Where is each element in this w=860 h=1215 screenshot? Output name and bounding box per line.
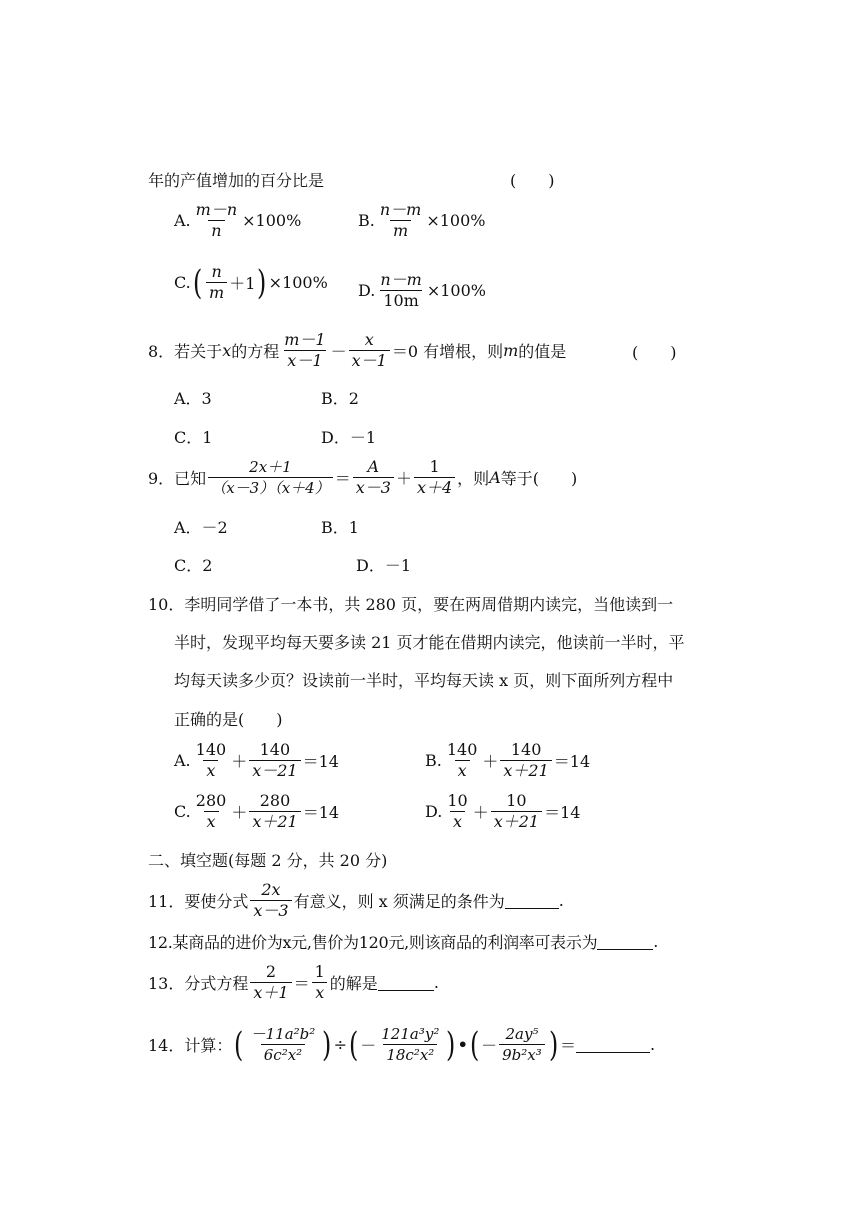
- rhs: ＝14: [302, 752, 339, 771]
- option-text: B．2: [321, 389, 359, 408]
- numerator: 1: [429, 457, 440, 476]
- option-label: A.: [174, 751, 191, 770]
- period: .: [433, 973, 439, 992]
- fraction: [312, 962, 328, 1003]
- plus-one: ＋1: [229, 274, 256, 293]
- numerator: 140: [446, 740, 478, 759]
- answer-blank[interactable]: [576, 1036, 650, 1053]
- minus-sign: －: [330, 342, 347, 361]
- option-label: C.: [174, 273, 191, 292]
- q7-stem-text: 年的产值增加的百分比是: [148, 171, 325, 190]
- denominator: x: [312, 982, 327, 1003]
- numerator: x: [364, 330, 374, 349]
- numerator: 10: [506, 791, 527, 810]
- denominator: x－1: [284, 350, 325, 371]
- numerator: 280: [195, 791, 227, 810]
- fraction: [281, 330, 328, 371]
- denominator: m: [390, 220, 411, 241]
- var-x: x: [222, 341, 232, 360]
- q8-option-c[interactable]: [174, 425, 212, 448]
- option-label: D.: [358, 281, 376, 300]
- denominator: x＋1: [250, 982, 291, 1003]
- q9-option-a[interactable]: [174, 515, 228, 538]
- answer-blank[interactable]: [505, 892, 559, 909]
- numerator: n－m: [379, 200, 422, 219]
- option-text: B．1: [321, 518, 359, 537]
- q8-paren-text: ( ): [632, 343, 677, 362]
- period: .: [558, 891, 564, 910]
- period: .: [650, 1035, 656, 1054]
- denominator: 10m: [380, 290, 422, 311]
- denominator: x: [450, 811, 465, 832]
- option-text: A．3: [174, 389, 212, 408]
- denominator: m: [206, 282, 227, 303]
- fraction: [248, 1024, 319, 1065]
- plus-sign: ＋: [395, 469, 412, 488]
- q10-text: 10．李明同学借了一本书，共 280 页，要在两周借期内读完，当他读到一: [148, 595, 674, 614]
- denominator: n: [208, 220, 224, 241]
- var-a: A: [489, 468, 501, 487]
- q9-option-b[interactable]: [321, 515, 359, 538]
- q9-text2: ，则: [457, 469, 490, 488]
- q10-text: 均每天读多少页？设读前一半时，平均每天读 x 页，则下面所列方程中: [174, 671, 674, 690]
- q10-option-c[interactable]: [174, 791, 339, 832]
- q11-text1: 11．要使分式: [148, 892, 249, 911]
- q9-option-c[interactable]: [174, 553, 212, 576]
- q10-line3: [174, 668, 673, 691]
- rhs: ＝14: [544, 803, 581, 822]
- fraction: [353, 457, 394, 498]
- q9-text3: 等于( ): [500, 469, 578, 488]
- rhs: ＝14: [553, 752, 591, 771]
- q8-paren: [632, 340, 677, 363]
- denominator: 18c²x²: [383, 1044, 437, 1065]
- option-text: C．2: [174, 556, 213, 575]
- numerator: 2: [265, 962, 277, 981]
- q8-text1: 8．若关于: [148, 342, 223, 361]
- left-paren: (: [192, 262, 203, 303]
- fraction: [500, 740, 551, 781]
- q8-text4: 的值是: [518, 342, 567, 361]
- equals-sign: ＝: [560, 1036, 577, 1055]
- numerator: 121a³y²: [381, 1025, 440, 1043]
- q10-line4: [174, 707, 283, 730]
- plus-sign: ＋: [482, 752, 499, 771]
- fraction: [414, 457, 455, 498]
- fraction: [249, 791, 300, 832]
- right-paren: ): [446, 1024, 456, 1065]
- fraction: [377, 200, 424, 241]
- fraction: [250, 880, 291, 921]
- option-tail: ×100%: [242, 211, 302, 230]
- numerator: 10: [447, 791, 468, 810]
- q8-option-a[interactable]: [174, 386, 212, 409]
- denominator: x－1: [349, 350, 390, 371]
- option-label: B.: [425, 751, 442, 770]
- q8-option-b[interactable]: [321, 386, 359, 409]
- numerator: －11a²b²: [250, 1025, 316, 1043]
- fraction: [491, 791, 542, 832]
- option-text: D．－1: [321, 428, 377, 447]
- rhs: ＝14: [302, 803, 340, 822]
- q7-option-d[interactable]: [358, 270, 486, 311]
- numerator: 140: [195, 740, 227, 759]
- denominator: （x－3）（x＋4）: [208, 477, 333, 498]
- denominator: x－21: [249, 760, 300, 781]
- option-label: A.: [174, 211, 191, 230]
- numerator: 140: [510, 740, 542, 759]
- fraction: [444, 791, 470, 832]
- period: .: [653, 932, 659, 951]
- q9-text1: 9．已知: [148, 469, 207, 488]
- equals-sign: ＝: [293, 974, 310, 993]
- numerator: A: [367, 457, 380, 476]
- fraction: [208, 457, 333, 498]
- divide-sign: ÷: [333, 1035, 347, 1054]
- q13-text2: 的解是: [329, 974, 378, 993]
- option-label: D.: [425, 802, 443, 821]
- section-heading: [148, 848, 387, 871]
- denominator: 9b²x³: [499, 1044, 545, 1065]
- minus-sign: －: [481, 1036, 498, 1055]
- q7-paren: [510, 168, 555, 191]
- q9-stem: [148, 457, 577, 498]
- fraction: [193, 740, 230, 781]
- q8-stem: [148, 330, 566, 371]
- numerator: n: [211, 262, 222, 281]
- numerator: 2ay⁵: [505, 1025, 539, 1043]
- plus-sign: ＋: [231, 803, 248, 822]
- fraction: [249, 740, 300, 781]
- q13: [148, 962, 439, 1003]
- right-paren: ): [322, 1024, 332, 1065]
- equals-sign: ＝: [334, 469, 351, 488]
- denominator: x＋21: [491, 811, 542, 832]
- q8-option-d[interactable]: [321, 425, 376, 448]
- fraction: [377, 270, 424, 311]
- denominator: x＋21: [500, 760, 551, 781]
- numerator: m－n: [195, 200, 238, 219]
- q10-option-b[interactable]: [425, 740, 590, 781]
- fraction: [378, 1024, 442, 1065]
- q9-option-d[interactable]: [356, 553, 411, 576]
- fraction: [499, 1024, 545, 1065]
- q10-text: 半时，发现平均每天要多读 21 页才能在借期内读完，他读前一半时，平: [174, 633, 685, 652]
- numerator: n－m: [380, 270, 422, 289]
- option-label: B.: [358, 211, 375, 230]
- denominator: x＋21: [249, 811, 300, 832]
- q7-option-b[interactable]: [358, 200, 485, 241]
- numerator: 140: [259, 740, 291, 759]
- fraction: [193, 791, 230, 832]
- numerator: m－1: [284, 330, 326, 349]
- denominator: x－3: [250, 900, 291, 921]
- q14-text1: 14．计算：: [148, 1036, 233, 1055]
- numerator: 1: [314, 962, 325, 981]
- q10-option-a[interactable]: [174, 740, 339, 781]
- right-paren: ): [548, 1024, 559, 1065]
- q11-text2: 有意义，则 x 须满足的条件为: [293, 892, 505, 911]
- option-text: C．1: [174, 428, 213, 447]
- denominator: x: [204, 811, 219, 832]
- q8-text3: ＝0 有增根，则: [391, 342, 504, 361]
- q12-text: 12.某商品的进价为x元,售价为120元,则该商品的利润率可表示为: [148, 933, 598, 952]
- q7-option-c[interactable]: [174, 262, 328, 303]
- option-text: D．－1: [356, 556, 412, 575]
- fraction: [206, 262, 227, 303]
- q7-paren-text: ( ): [510, 171, 555, 190]
- q7-stem: [148, 168, 324, 191]
- answer-blank[interactable]: [597, 933, 653, 950]
- plus-sign: ＋: [231, 752, 248, 771]
- q10-line2: [174, 630, 685, 653]
- q13-text1: 13．分式方程: [148, 974, 249, 993]
- denominator: x－3: [353, 477, 394, 498]
- denominator: x: [203, 760, 218, 781]
- numerator: 2x: [261, 880, 281, 899]
- right-paren: ): [257, 262, 267, 303]
- section-heading-text: 二、填空题(每题 2 分，共 20 分): [148, 851, 388, 870]
- denominator: 6c²x²: [261, 1044, 305, 1065]
- left-paren: (: [348, 1024, 359, 1065]
- option-tail: ×100%: [268, 273, 328, 292]
- q7-option-a[interactable]: [174, 200, 301, 241]
- fraction: [250, 962, 291, 1003]
- q12: [148, 930, 658, 953]
- q11: [148, 880, 564, 921]
- numerator: 2x＋1: [249, 458, 292, 476]
- q10-text: 正确的是( ): [174, 710, 283, 729]
- var-m: m: [503, 341, 519, 360]
- fraction: [444, 740, 481, 781]
- option-label: C.: [174, 802, 191, 821]
- denominator: x: [455, 760, 470, 781]
- option-tail: ×100%: [426, 281, 486, 300]
- left-paren: (: [469, 1024, 480, 1065]
- option-text: A．－2: [174, 518, 228, 537]
- option-tail: ×100%: [426, 211, 486, 230]
- numerator: 280: [259, 791, 291, 810]
- q10-line1: [148, 592, 673, 615]
- q10-option-d[interactable]: [425, 791, 580, 832]
- q8-text2: 的方程: [231, 342, 280, 361]
- denominator: x＋4: [414, 477, 455, 498]
- multiply-dot: •: [457, 1035, 468, 1054]
- left-paren: (: [234, 1024, 244, 1065]
- minus-sign: －: [360, 1036, 377, 1055]
- fraction: [193, 200, 240, 241]
- plus-sign: ＋: [472, 803, 489, 822]
- fraction: [349, 330, 390, 371]
- q14: [148, 1024, 655, 1065]
- answer-blank[interactable]: [378, 974, 434, 991]
